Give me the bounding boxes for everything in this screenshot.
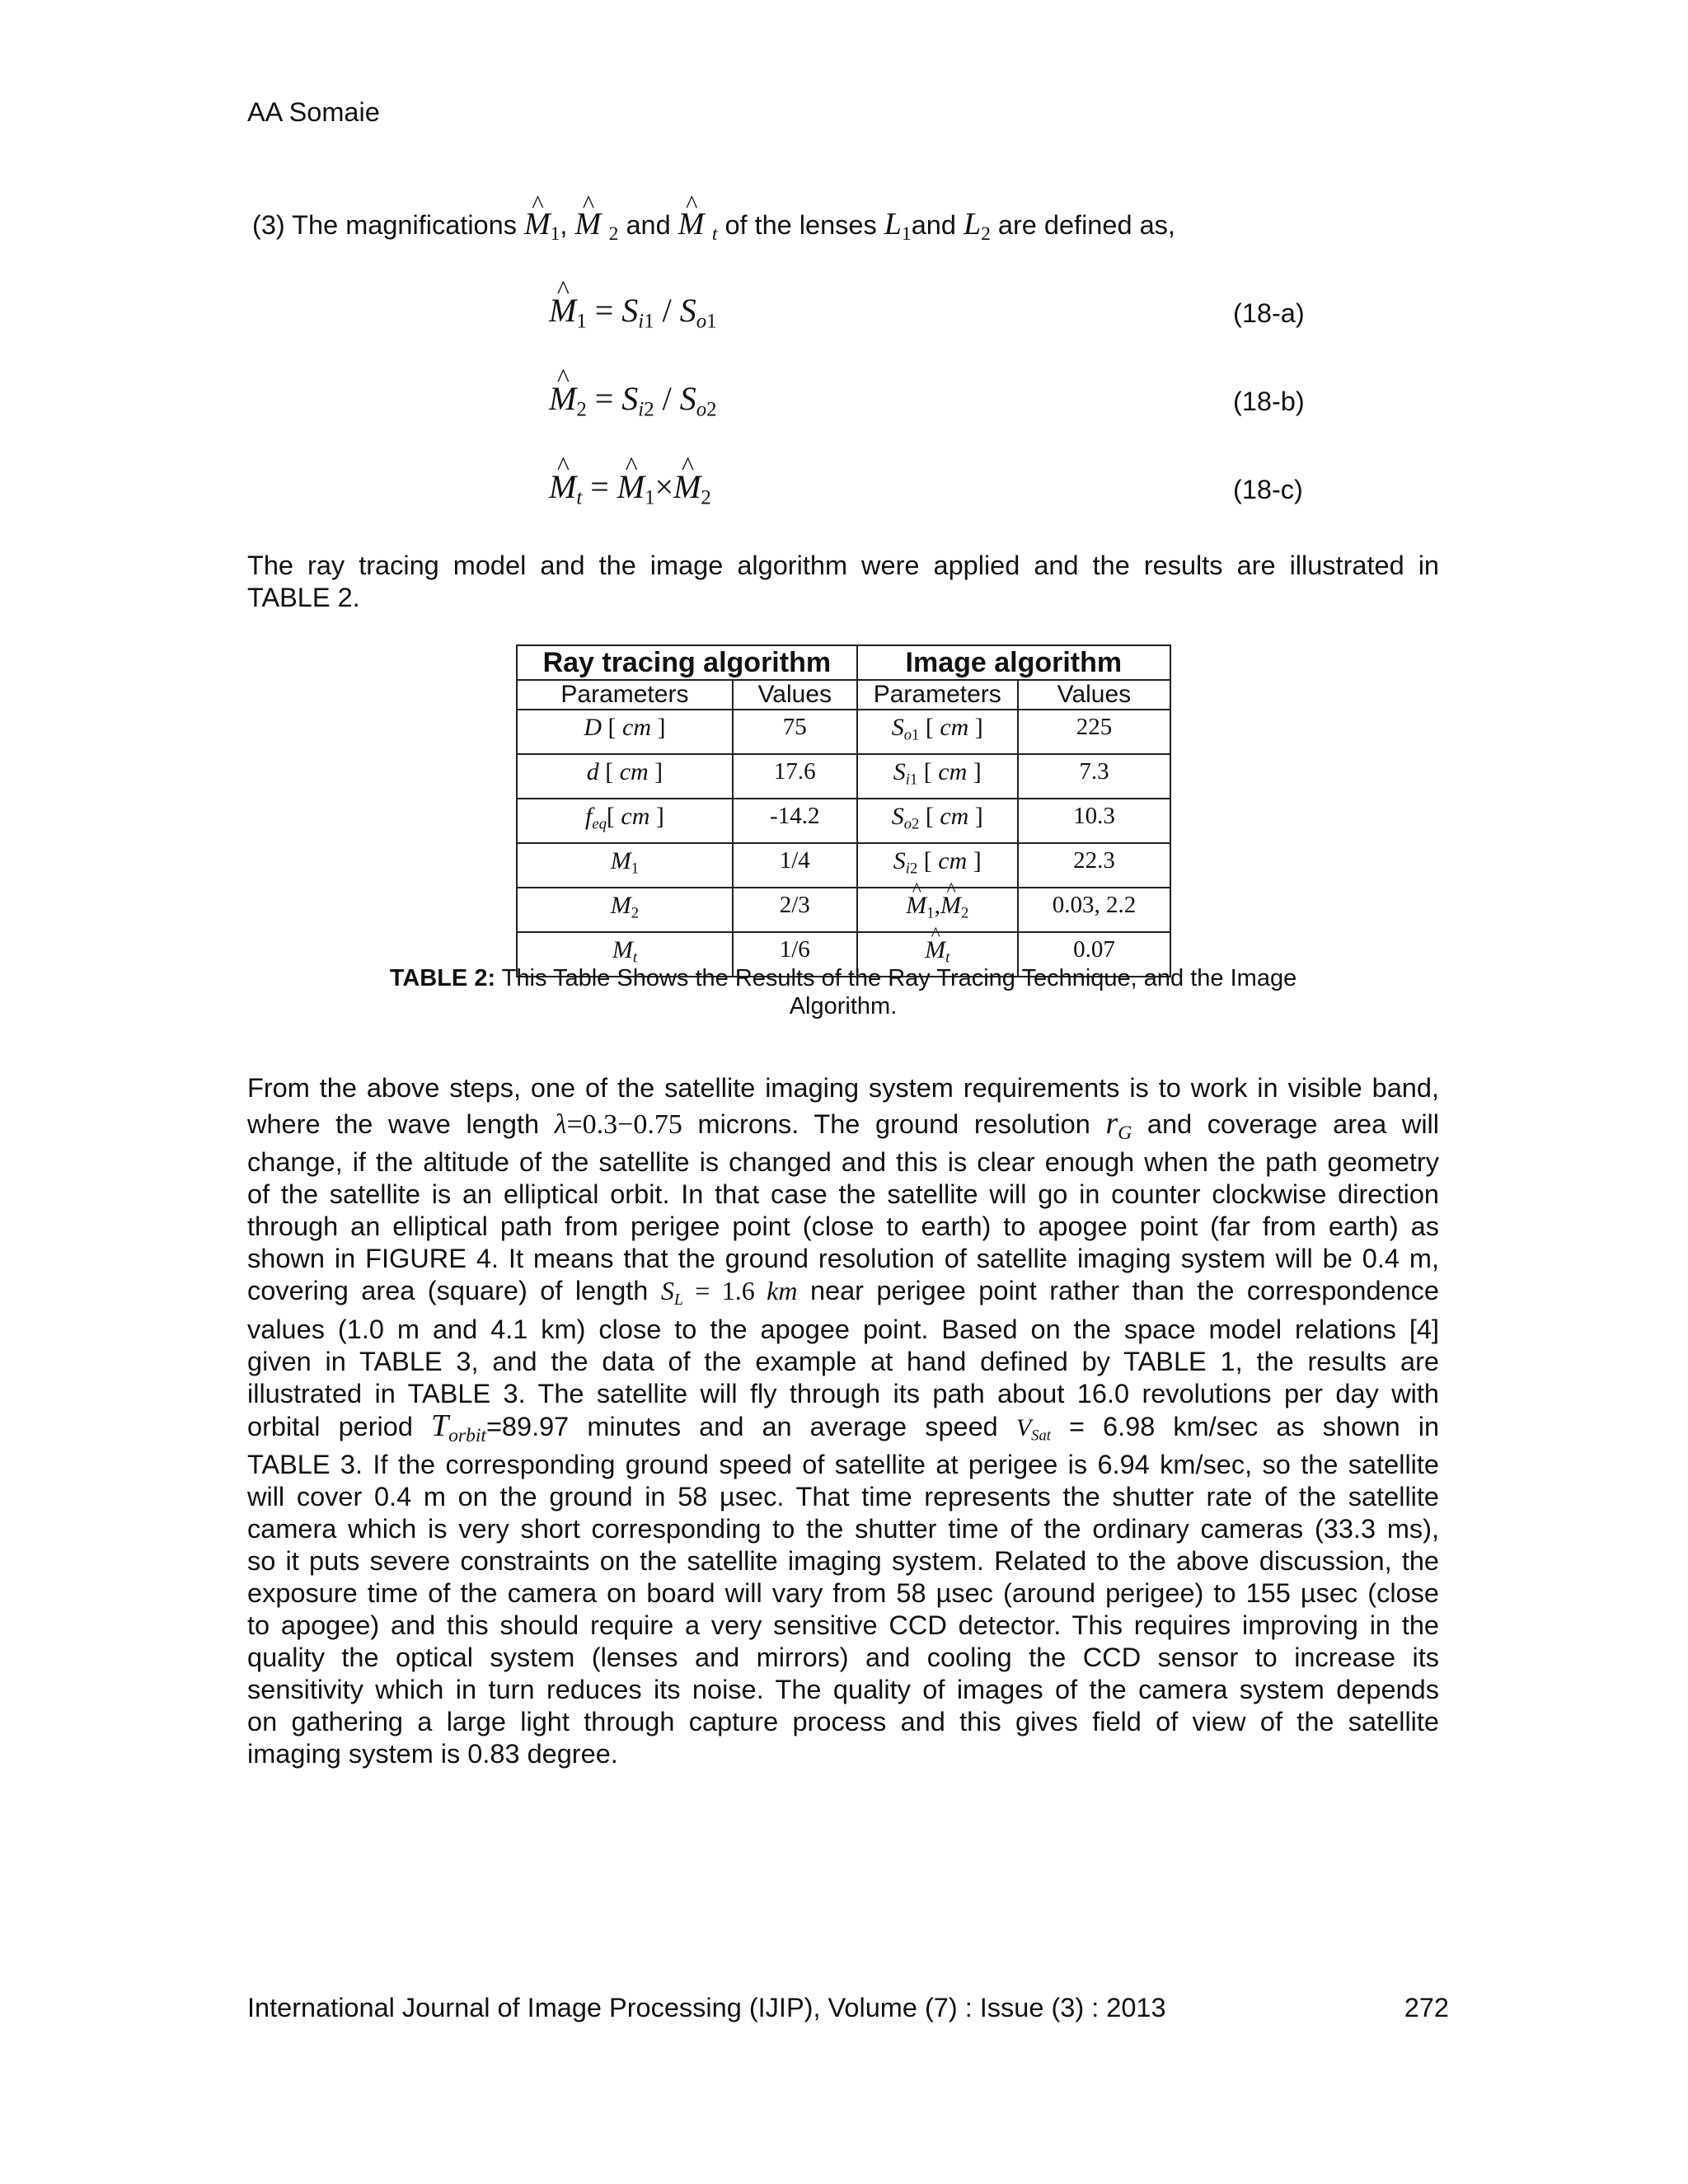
paragraph-2-line: on gathering a large light through capture process and this gives field of view of the satellite [247,1707,1439,1736]
param-so1: $S_{o1}$ [ cm ] [857,710,1018,754]
intro-and-1: and [626,210,671,240]
paragraph-2-line: illustrated in TABLE 3. The satellite will fly through its path about 16.0 revolutions per day with [247,1379,1439,1408]
paragraph-2-line [247,1275,1439,1314]
param-feq: $f_{eq}$[ cm ] [517,799,733,843]
text-segment: = 6.98 km/sec as shown in [1069,1412,1440,1441]
paragraph-2-line: through an elliptical path from perigee point (close to earth) to apogee point (far from earth) as [247,1212,1439,1241]
math-m2-hat: ^ M $_2$ [574,207,618,241]
text-segment: near perigee point rather than the correspondence [809,1276,1439,1305]
column-header-values-2: Values [1018,680,1170,710]
param-m1-m2-hat: ^ $M_1,\^{}$ $M_2$ [857,888,1018,932]
table-row [517,843,1170,888]
text-segment: =89.97 minutes and an average speed [485,1412,998,1441]
ray-value: 1/4 [733,843,857,888]
paragraph-2-line [247,1410,1439,1449]
paragraph-2-line: values (1.0 m and 4.1 km) close to the apogee point. Based on the space model relations [4] [247,1315,1439,1344]
image-value: 0.07 [1018,932,1170,977]
caption-label: TABLE 2: [389,965,496,991]
paragraph-2-line [247,1104,1439,1146]
paragraph-2-line: to apogee) and this should require a very sensitive CCD detector. This requires improving in the [247,1610,1439,1640]
ray-value: -14.2 [733,799,857,843]
equation-number-18c: (18-c) [1233,475,1303,504]
intro-of-lenses: of the lenses [724,210,877,240]
text-segment: microns. The ground resolution [697,1109,1090,1139]
math-lambda: λ=0.3−0.75 [554,1109,682,1140]
running-header-author: AA Somaie [247,97,380,127]
param-so2: $S_{o2}$ [ cm ] [857,799,1018,843]
group-header-image-algorithm: Image algorithm [857,645,1170,680]
math-l2: $L_2$ [963,207,991,246]
table-row [517,754,1170,799]
math-t-orbit: $T_{orbit}$ [431,1408,486,1447]
equation-18c: ^ $M_t$ = ^ $M_1\times\^{}$ $M_2$ [549,467,711,506]
param-d-small: d [ cm ] [517,754,733,799]
paragraph-1 [247,550,1439,614]
paragraph-2-line: so it puts severe constraints on the satellite imaging system. Related to the above discussion, the [247,1546,1439,1576]
intro-prefix: (3) The magnifications [252,210,517,240]
text-segment: where the wave length [247,1109,540,1139]
caption-text-line-2: Algorithm. [789,993,898,1019]
math-mt-hat: ^ M $_t$ [678,207,718,241]
footer-page-number: 272 [1404,1993,1449,2022]
column-header-parameters-2: Parameters [857,680,1018,710]
math-m1-hat: ^ $M_1$ [524,207,560,241]
text-segment: and coverage area will [1146,1109,1439,1139]
param-mt: $M_t$ [517,932,733,977]
paragraph-2-line: quality the optical system (lenses and mirrors) and cooling the CCD sensor to increase its [247,1643,1439,1672]
image-value: 225 [1018,710,1170,754]
paragraph-2-line: imaging system is 0.83 degree. [247,1739,618,1769]
intro-comma: , [560,210,568,240]
paragraph-2-line: change, if the altitude of the satellite is changed and this is clear enough when the path geometry [247,1147,1439,1177]
math-sl: $S_L = 1.6$ km [660,1276,798,1309]
equation-number-18b: (18-b) [1233,387,1305,416]
paragraph-2-line: camera which is very short corresponding to the shutter time of the ordinary cameras (33.3 ms), [247,1514,1439,1544]
intro-suffix: are defined as, [997,210,1175,240]
table-row [517,888,1170,932]
paragraph-2-line: sensitivity which in turn reduces its noise. The quality of images of the camera system depends [247,1675,1439,1704]
magnifications-intro [252,206,1175,246]
param-mt-hat: ^ $M_t$ [857,932,1018,977]
ray-value: 1/6 [733,932,857,977]
paragraph-2-line: of the satellite is an elliptical orbit. In that case the satellite will go in counter clockwise direction [247,1179,1439,1209]
paragraph-2-line: TABLE 3. If the corresponding ground speed of satellite at perigee is 6.94 km/sec, so the satellite [247,1450,1439,1479]
table-row [517,710,1170,754]
table-row [517,799,1170,843]
paragraph-2-line: shown in FIGURE 4. It means that the ground resolution of satellite imaging system will be 0.4 m, [247,1244,1439,1273]
math-rg: $r_G$ [1105,1106,1132,1145]
math-v-sat: $V_{Sat}$ [1015,1414,1051,1445]
param-si2: $S_{i2}$ [ cm ] [857,843,1018,888]
intro-and-2: and [911,210,956,240]
param-si1: $S_{i1}$ [ cm ] [857,754,1018,799]
ray-value: 75 [733,710,857,754]
group-header-ray-tracing: Ray tracing algorithm [517,645,857,680]
table-2 [516,644,1171,977]
equation-number-18a: (18-a) [1233,298,1305,328]
ray-value: 2/3 [733,888,857,932]
paragraph-2 [247,1072,1439,1770]
paragraph-2-line: From the above steps, one of the satellite imaging system requirements is to work in visible band, [247,1073,1439,1103]
table-2-caption [247,964,1439,1020]
paragraph-2-line: will cover 0.4 m on the ground in 58 µsec. That time represents the shutter rate of the satellite [247,1482,1439,1511]
caption-text-line-1: This Table Shows the Results of the Ray Tracing Technique, and the Image [495,965,1297,991]
image-value: 0.03, 2.2 [1018,888,1170,932]
column-header-parameters-1: Parameters [517,680,733,710]
equation-18b: ^ $M_2 = S_{i2} / S_{o2}$ [549,379,717,418]
text-segment: orbital period [247,1412,413,1441]
paragraph-1-line-2: TABLE 2. [247,583,360,612]
image-value: 7.3 [1018,754,1170,799]
math-l1: $L_1$ [884,207,912,246]
text-segment: covering area (square) of length [247,1276,649,1305]
param-m1: $M_1$ [517,843,733,888]
footer-journal: International Journal of Image Processing (IJIP), Volume (7) : Issue (3) : 2013 [247,1993,1166,2022]
paragraph-1-line-1: The ray tracing model and the image algorithm were applied and the results are illustrated in [247,551,1439,580]
param-m2: $M_2$ [517,888,733,932]
image-value: 22.3 [1018,843,1170,888]
image-value: 10.3 [1018,799,1170,843]
param-d-large: D [ cm ] [517,710,733,754]
paragraph-2-line: given in TABLE 3, and the data of the example at hand defined by TABLE 1, the results are [247,1347,1439,1376]
column-header-values-1: Values [733,680,857,710]
equation-18a: ^ $M_1 = S_{i1} / S_{o1}$ [549,291,717,330]
paragraph-2-line: exposure time of the camera on board will vary from 58 µsec (around perigee) to 155 µsec (close [247,1578,1439,1608]
ray-value: 17.6 [733,754,857,799]
